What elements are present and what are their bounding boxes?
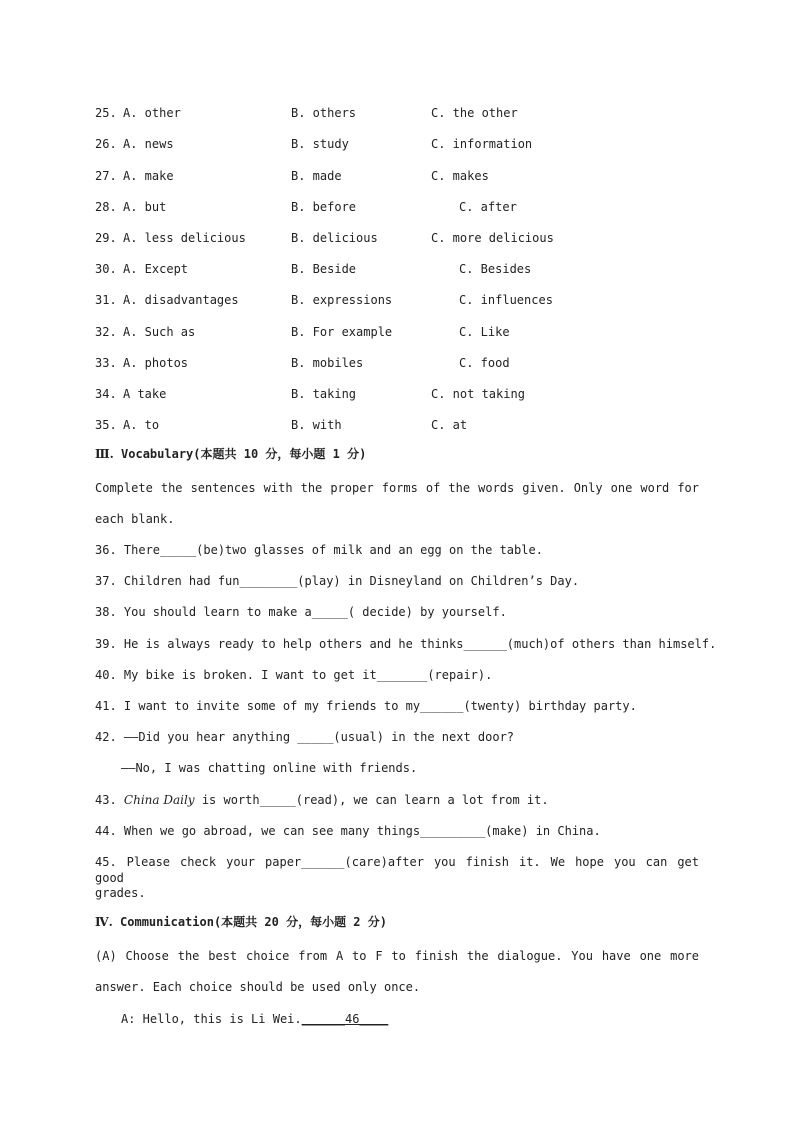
- question-number: 30.: [95, 262, 117, 276]
- option-b: B. others: [291, 106, 357, 120]
- question-45-continued: grades.: [95, 886, 146, 900]
- option-c: C. Besides: [459, 262, 532, 276]
- option-b: B. made: [291, 169, 342, 183]
- question-number: 31.: [95, 293, 117, 307]
- question-number: 32.: [95, 325, 117, 339]
- option-c: C. more delicious: [431, 231, 554, 245]
- section-3-instruction-1: Complete the sentences with the proper forms of the words given. Only one word for: [95, 481, 699, 495]
- question-number: 28.: [95, 200, 117, 214]
- question-44: 44. When we go abroad, we can see many things_________(make) in China.: [95, 824, 601, 838]
- option-row: [95, 355, 715, 371]
- option-a: A. Except: [123, 262, 189, 276]
- option-a: A. other: [123, 106, 181, 120]
- question-number: 33.: [95, 356, 117, 370]
- question-43-text: is worth_____(read), we can learn a lot from it.: [194, 793, 549, 807]
- option-row: [95, 168, 715, 184]
- option-b: B. study: [291, 137, 349, 151]
- option-a: A. but: [123, 200, 167, 214]
- question-39: 39. He is always ready to help others and he thinks______(much)of others than himself.: [95, 637, 717, 651]
- option-a: A. Such as: [123, 325, 196, 339]
- option-a: A. to: [123, 418, 160, 432]
- section-3-heading: [95, 446, 366, 462]
- question-number: 29.: [95, 231, 117, 245]
- question-38: 38. You should learn to make a_____( decide) by yourself.: [95, 605, 507, 619]
- option-b: B. before: [291, 200, 357, 214]
- option-a: A. less delicious: [123, 231, 246, 245]
- option-c: C. information: [431, 137, 533, 151]
- option-c: C. influences: [459, 293, 553, 307]
- option-c: C. after: [459, 200, 517, 214]
- option-b: B. mobiles: [291, 356, 364, 370]
- question-number: 34.: [95, 387, 117, 401]
- option-row: [95, 292, 715, 308]
- section-3-title: Vocabulary(本题共 10 分，每小题 1 分): [113, 447, 367, 461]
- section-4-title: Communication(本题共 20 分，每小题 2 分): [112, 915, 387, 929]
- option-b: B. expressions: [291, 293, 393, 307]
- section-4-instruction-2: answer. Each choice should be used only once.: [95, 980, 421, 994]
- option-c: C. the other: [431, 106, 518, 120]
- option-row: [95, 417, 715, 433]
- option-a: A take: [123, 387, 167, 401]
- blank-46: ______46____: [301, 1012, 389, 1026]
- question-43: [95, 792, 549, 808]
- option-c: C. Like: [459, 325, 510, 339]
- option-row: [95, 386, 715, 402]
- option-a: A. photos: [123, 356, 189, 370]
- dialogue-line-1-text: A: Hello, this is Li Wei.: [121, 1012, 302, 1026]
- section-4-instruction-1: (A) Choose the best choice from A to F to finish the dialogue. You have one more: [95, 949, 699, 963]
- option-b: B. taking: [291, 387, 357, 401]
- question-40: 40. My bike is broken. I want to get it_______(repair).: [95, 668, 493, 682]
- question-number: 27.: [95, 169, 117, 183]
- option-c: C. at: [431, 418, 468, 432]
- option-row: [95, 230, 715, 246]
- question-45: 45. Please check your paper______(care)after you finish it. We hope you can get good: [95, 855, 699, 885]
- question-42: 42. ——Did you hear anything _____(usual) in the next door?: [95, 730, 515, 744]
- option-a: A. disadvantages: [123, 293, 239, 307]
- option-a: A. news: [123, 137, 174, 151]
- section-4-heading: [95, 914, 387, 930]
- option-row: [95, 199, 715, 215]
- option-row: [95, 105, 715, 121]
- section-4-roman: Ⅳ.: [95, 915, 113, 929]
- option-b: B. For example: [291, 325, 393, 339]
- section-3-roman: Ⅲ.: [95, 447, 114, 461]
- question-number: 35.: [95, 418, 117, 432]
- option-b: B. delicious: [291, 231, 378, 245]
- option-row: [95, 261, 715, 277]
- question-43-number: 43.: [95, 793, 124, 807]
- question-36: 36. There_____(be)two glasses of milk and an egg on the table.: [95, 543, 543, 557]
- option-c: C. makes: [431, 169, 489, 183]
- option-b: B. with: [291, 418, 342, 432]
- section-3-instruction-2: each blank.: [95, 512, 175, 526]
- option-c: C. not taking: [431, 387, 525, 401]
- question-41: 41. I want to invite some of my friends to my______(twenty) birthday party.: [95, 699, 637, 713]
- question-number: 25.: [95, 106, 117, 120]
- question-37: 37. Children had fun________(play) in Disneyland on Children’s Day.: [95, 574, 580, 588]
- option-a: A. make: [123, 169, 174, 183]
- dialogue-line-1: [121, 1011, 388, 1027]
- option-row: [95, 136, 715, 152]
- option-c: C. food: [459, 356, 510, 370]
- question-42-answer: ——No, I was chatting online with friends.: [121, 761, 418, 775]
- option-b: B. Beside: [291, 262, 357, 276]
- question-number: 26.: [95, 137, 117, 151]
- option-row: [95, 324, 715, 340]
- question-43-title: China Daily: [123, 793, 195, 807]
